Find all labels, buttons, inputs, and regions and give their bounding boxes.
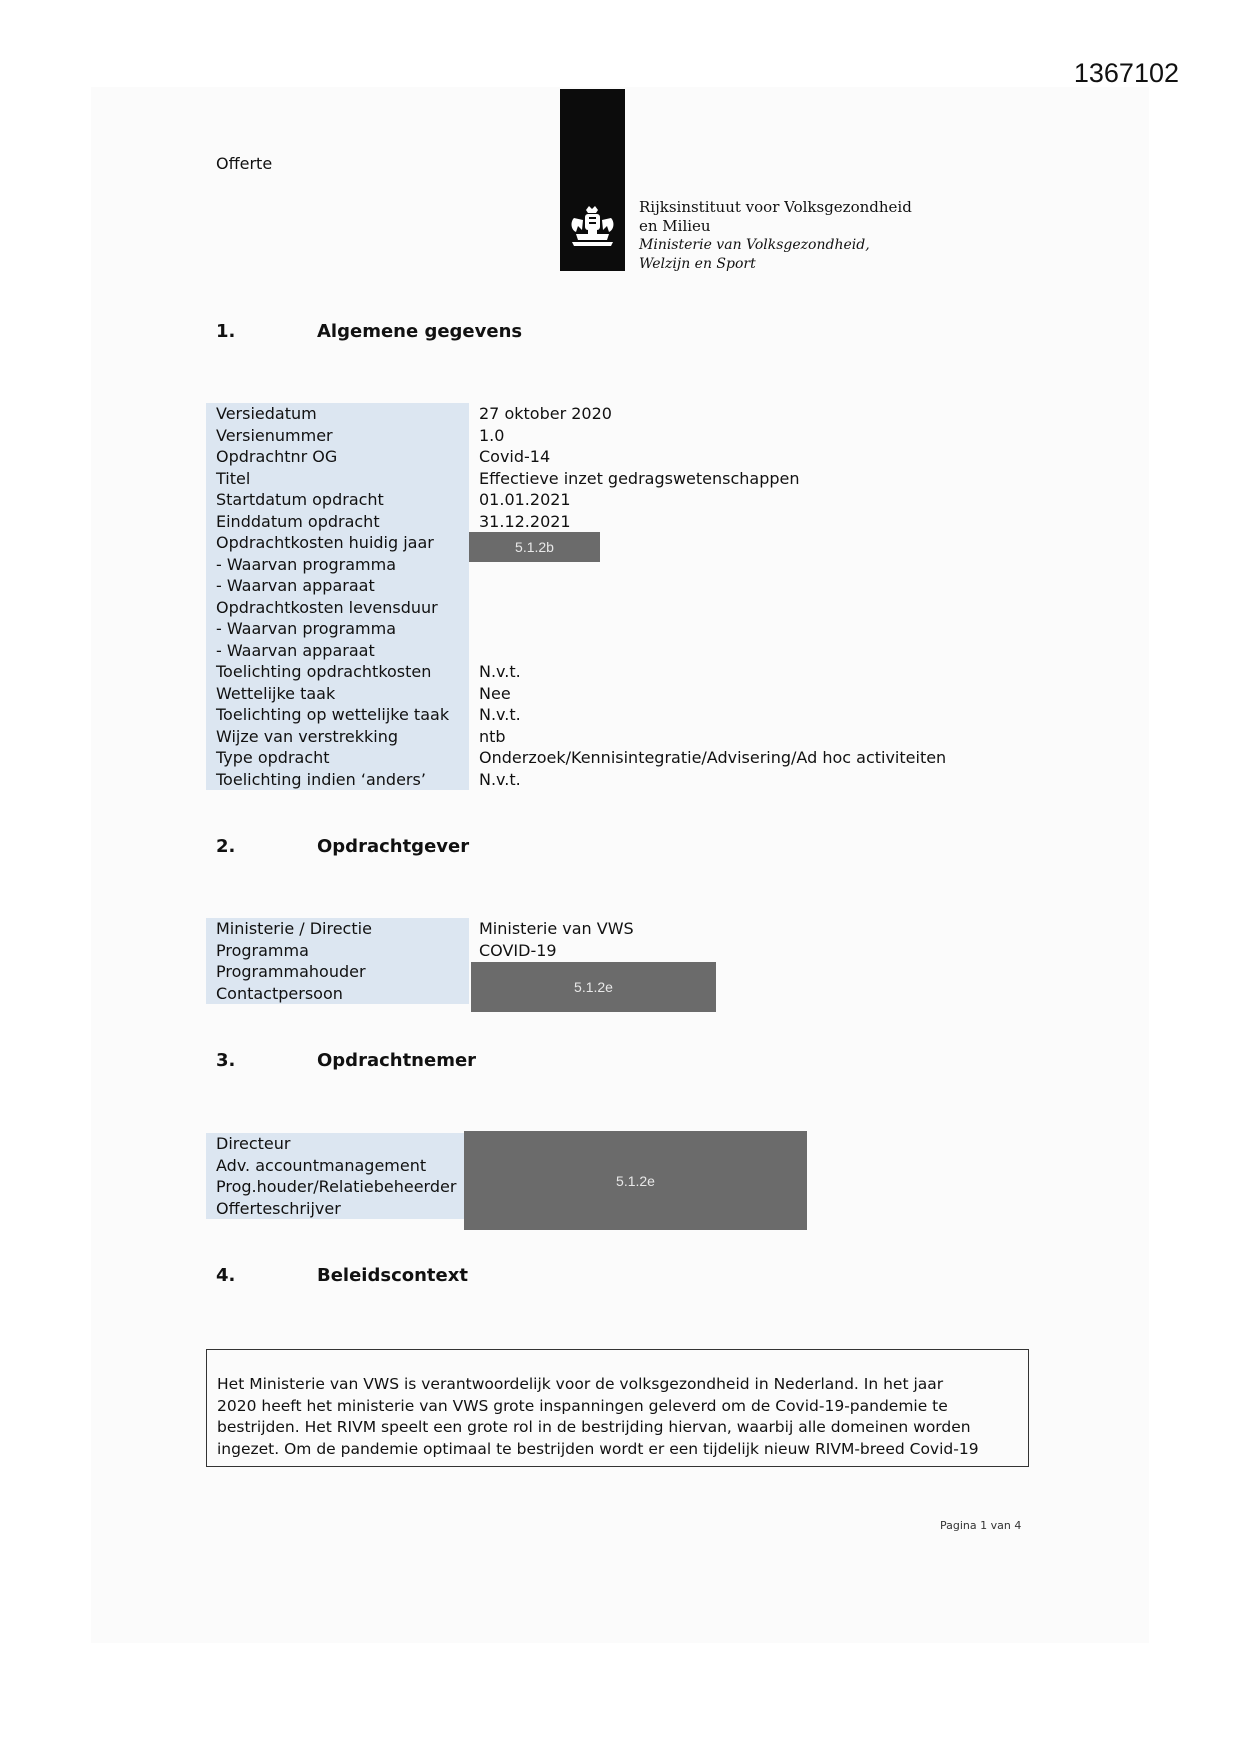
field-label: Adv. accountmanagement	[206, 1155, 469, 1177]
table-row	[206, 446, 946, 468]
field-value: 01.01.2021	[479, 490, 571, 509]
field-value: Effectieve inzet gedragswetenschappen	[479, 468, 800, 488]
logo-line-ministry: Ministerie van Volksgezondheid,	[639, 237, 870, 253]
field-value: Covid-14	[479, 447, 551, 466]
field-value	[469, 597, 479, 619]
field-label: Wettelijke taak	[206, 683, 469, 705]
table-row	[206, 425, 946, 447]
field-value: 1.0	[479, 425, 505, 445]
page-indicator: Pagina 1 van 4	[940, 1519, 1022, 1532]
table-row	[206, 769, 946, 791]
field-value: 31.12.2021	[479, 511, 571, 531]
table-row	[206, 575, 946, 597]
field-label: Versiedatum	[206, 403, 469, 425]
field-value	[469, 618, 479, 640]
document-type-label: Offerte	[216, 154, 273, 173]
field-label: Programma	[206, 940, 469, 962]
field-label: Prog.houder/Relatiebeheerder	[206, 1176, 469, 1198]
document-number: 1367102	[1073, 58, 1179, 88]
context-line: Het Ministerie van VWS is verantwoordelijk voor de volksgezondheid in Nederland. In het jaar	[217, 1375, 944, 1393]
context-line: ingezet. Om de pandemie optimaal te bestrijden wordt er een tijdelijk nieuw RIVM-breed Covid-19	[217, 1439, 979, 1458]
table-row	[206, 489, 946, 511]
field-label: Opdrachtkosten huidig jaar	[206, 532, 469, 554]
coat-of-arms-icon	[564, 204, 621, 256]
table-row	[206, 747, 946, 769]
table-row	[206, 704, 946, 726]
field-label: Offerteschrijver	[206, 1198, 469, 1220]
table-row	[206, 661, 946, 683]
field-value: Ministerie van VWS	[479, 919, 634, 938]
redaction-block-client: 5.1.2e	[471, 962, 716, 1012]
field-label: Toelichting indien ‘anders’	[206, 769, 469, 791]
section-heading-policy	[216, 1265, 468, 1286]
field-label: Versienummer	[206, 425, 469, 447]
table-row	[206, 618, 946, 640]
table-row	[206, 403, 946, 425]
field-label: Startdatum opdracht	[206, 489, 469, 511]
field-value	[469, 575, 479, 597]
field-label: - Waarvan programma	[206, 618, 469, 640]
context-line: bestrijden. Het RIVM speelt een grote rol in de bestrijding hiervan, waarbij alle domeinen worden	[217, 1418, 971, 1436]
field-value: COVID-19	[479, 940, 557, 960]
field-value: Onderzoek/Kennisintegratie/Advisering/Ad hoc activiteiten	[479, 748, 947, 767]
section-number: 3.	[216, 1050, 236, 1071]
section-number: 4.	[216, 1265, 236, 1286]
field-label: Opdrachtkosten levensduur	[206, 597, 469, 619]
table-row	[206, 918, 634, 940]
field-label: - Waarvan programma	[206, 554, 469, 576]
field-label: - Waarvan apparaat	[206, 640, 469, 662]
table-row	[206, 468, 946, 490]
rijksoverheid-logo	[560, 89, 625, 271]
section-heading-client	[216, 836, 469, 857]
field-value: N.v.t.	[479, 769, 521, 789]
table-row	[206, 940, 634, 962]
field-value	[469, 640, 479, 662]
redaction-block-costs: 5.1.2b	[469, 532, 600, 562]
field-label: Toelichting op wettelijke taak	[206, 704, 469, 726]
table-row	[206, 1198, 479, 1220]
section-heading-contractor	[216, 1050, 476, 1071]
logo-line-ministry-2: Welzijn en Sport	[639, 256, 756, 272]
field-label: Toelichting opdrachtkosten	[206, 661, 469, 683]
field-value: ntb	[479, 726, 506, 746]
field-label: Ministerie / Directie	[206, 918, 469, 940]
section-number: 1.	[216, 321, 236, 342]
field-label: Einddatum opdracht	[206, 511, 469, 533]
section-title: Opdrachtgever	[317, 836, 470, 857]
field-label: Programmahouder	[206, 961, 469, 983]
table-row	[206, 1133, 479, 1155]
policy-context-box	[206, 1349, 1029, 1467]
field-label: Titel	[206, 468, 469, 490]
field-value: Nee	[479, 683, 511, 703]
field-label: - Waarvan apparaat	[206, 575, 469, 597]
field-value: N.v.t.	[479, 662, 521, 681]
field-label: Type opdracht	[206, 747, 469, 769]
logo-line-milieu: en Milieu	[639, 217, 711, 235]
field-label: Contactpersoon	[206, 983, 469, 1005]
field-value: 27 oktober 2020	[479, 404, 612, 423]
table-row	[206, 511, 946, 533]
logo-line-institute: Rijksinstituut voor Volksgezondheid	[639, 198, 912, 216]
table-row	[206, 683, 946, 705]
field-label: Directeur	[206, 1133, 469, 1155]
section-number: 2.	[216, 836, 236, 857]
redaction-block-contractor: 5.1.2e	[464, 1131, 807, 1230]
table-row	[206, 726, 946, 748]
table-row	[206, 640, 946, 662]
field-label: Opdrachtnr OG	[206, 446, 469, 468]
general-data-table	[206, 403, 946, 790]
section-title: Beleidscontext	[317, 1265, 468, 1286]
field-label: Wijze van verstrekking	[206, 726, 469, 748]
table-row	[206, 1155, 479, 1177]
logo-wordmark	[639, 198, 912, 274]
field-value: N.v.t.	[479, 705, 521, 724]
table-row	[206, 597, 946, 619]
contractor-data-table	[206, 1133, 479, 1219]
section-title: Algemene gegevens	[317, 321, 523, 342]
section-heading-general	[216, 321, 522, 342]
context-line: 2020 heeft het ministerie van VWS grote inspanningen geleverd om de Covid-19-pandemie te	[217, 1396, 948, 1415]
table-row	[206, 1176, 479, 1198]
section-title: Opdrachtnemer	[317, 1050, 477, 1071]
